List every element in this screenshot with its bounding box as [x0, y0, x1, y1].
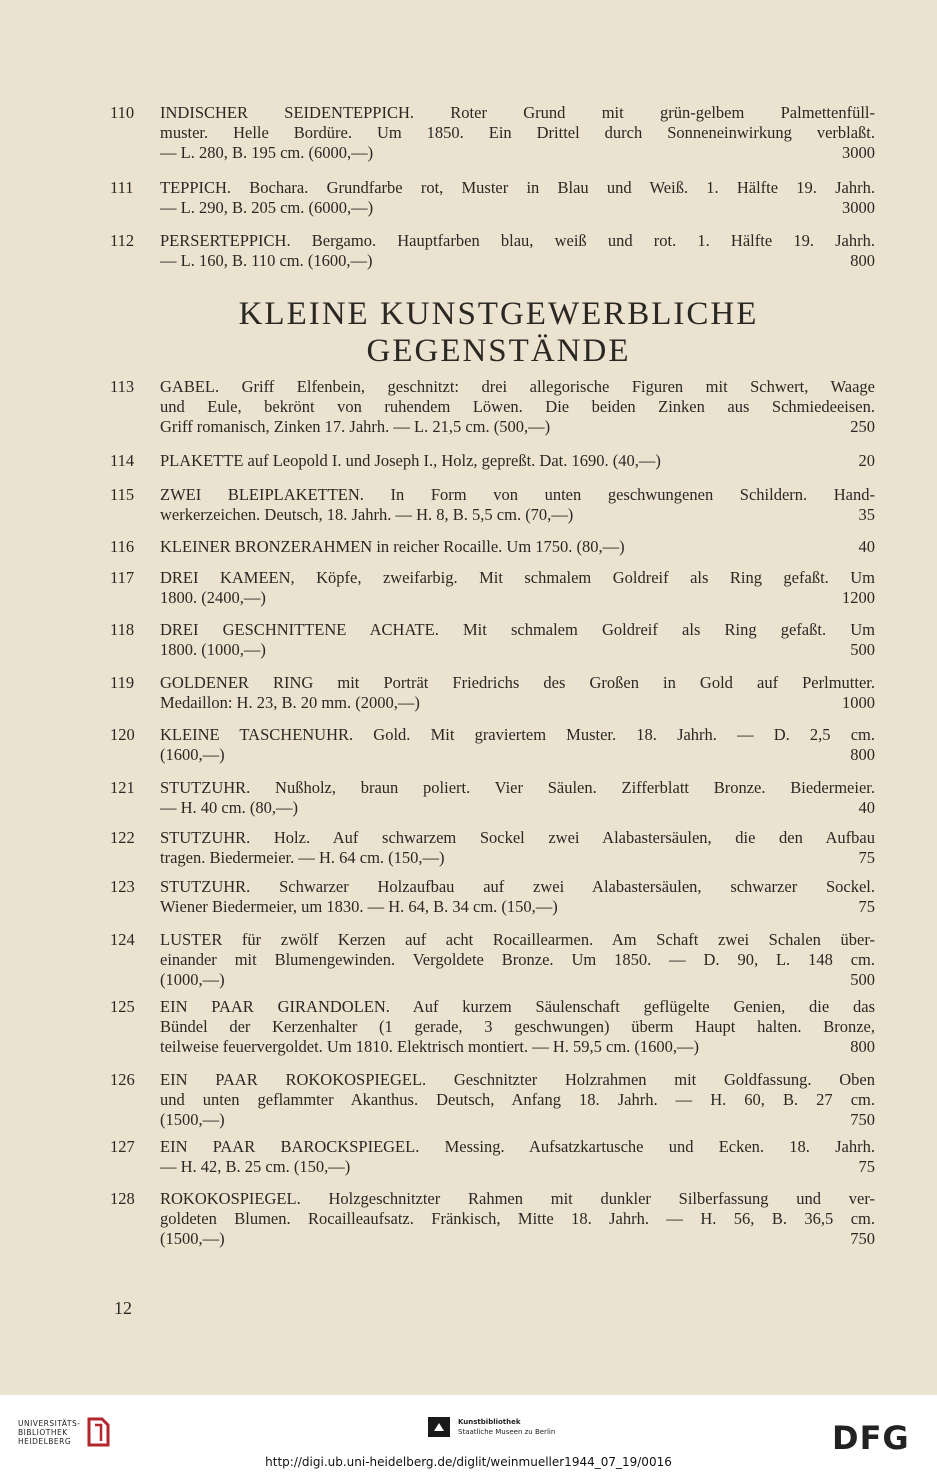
entry-number: 113: [110, 377, 135, 396]
kunstbibliothek-icon: [428, 1417, 450, 1437]
entry-line: — L. 160, B. 110 cm. (1600,—): [160, 250, 373, 270]
entry-last-line: [160, 251, 875, 271]
entry-price: 75: [858, 1156, 875, 1176]
entry-line: (1500,—): [160, 1228, 225, 1248]
entry-description: [160, 178, 875, 218]
entry-line: GOLDENER RING mit Porträt Friedrichs des Großen in Gold auf Perlmutter.: [160, 673, 875, 692]
entry-price: 250: [850, 416, 875, 436]
entry-line: EIN PAAR BAROCKSPIEGEL. Messing. Aufsatzkartusche und Ecken. 18. Jahrh.: [160, 1137, 875, 1156]
page-url[interactable]: http://digi.ub.uni-heidelberg.de/diglit/weinmueller1944_07_19/0016: [265, 1455, 672, 1469]
entry-number: 125: [110, 997, 135, 1016]
entry-number: 120: [110, 725, 135, 744]
entry-line: (1500,—): [160, 1109, 225, 1129]
footer-bar: [0, 1395, 937, 1473]
entry-number: 115: [110, 485, 135, 504]
entry-line: teilweise feuervergoldet. Um 1810. Elektrisch montiert. — H. 59,5 cm. (1600,—): [160, 1036, 700, 1056]
entry-description: [160, 231, 875, 271]
entry-line: INDISCHER SEIDENTEPPICH. Roter Grund mit grün-gelbem Palmettenfüll-: [160, 103, 875, 122]
kunstbibliothek-title: Kunstbibliothek: [458, 1418, 521, 1426]
entry-line: (1000,—): [160, 969, 225, 989]
entry-price: 35: [858, 504, 875, 524]
entry-line: (1600,—): [160, 744, 225, 764]
entry-number: 121: [110, 778, 135, 797]
entry-last-line: [160, 143, 875, 163]
entry-line: werkerzeichen. Deutsch, 18. Jahrh. — H. 8, B. 5,5 cm. (70,—): [160, 504, 574, 524]
entry-number: 116: [110, 537, 135, 556]
entry-line: und unten geflammter Akanthus. Deutsch, Anfang 18. Jahrh. — H. 60, B. 27 cm.: [160, 1089, 875, 1109]
entry-price: 500: [850, 639, 875, 659]
entry-description: [160, 537, 875, 557]
entry-line: TEPPICH. Bochara. Grundfarbe rot, Muster in Blau und Weiß. 1. Hälfte 19. Jahrh.: [160, 178, 875, 197]
entry-price: 3000: [842, 142, 875, 162]
entry-line: Wiener Biedermeier, um 1830. — H. 64, B. 34 cm. (150,—): [160, 896, 558, 916]
entry-line: goldeten Blumen. Rocailleaufsatz. Fränkisch, Mitte 18. Jahrh. — H. 56, B. 36,5 cm.: [160, 1208, 875, 1228]
entry-line: GABEL. Griff Elfenbein, geschnitzt: drei allegorische Figuren mit Schwert, Waage: [160, 377, 875, 396]
entry-number: 112: [110, 231, 135, 250]
entry-price: 800: [850, 1036, 875, 1056]
entry-price: 1200: [842, 587, 875, 607]
entry-number: 119: [110, 673, 135, 692]
entry-last-line: [160, 537, 875, 557]
entry-last-line: [160, 745, 875, 765]
entry-last-line: [160, 798, 875, 818]
entry-last-line: [160, 640, 875, 660]
university-seal-icon: [86, 1415, 112, 1449]
university-library-logo[interactable]: [18, 1415, 112, 1449]
entry-line: Medaillon: H. 23, B. 20 mm. (2000,—): [160, 692, 420, 712]
entry-line: KLEINE TASCHENUHR. Gold. Mit graviertem Muster. 18. Jahrh. — D. 2,5 cm.: [160, 725, 875, 744]
entry-last-line: [160, 588, 875, 608]
university-library-name: UNIVERSITÄTS- BIBLIOTHEK HEIDELBERG: [18, 1418, 81, 1446]
entry-line: EIN PAAR ROKOKOSPIEGEL. Geschnitzter Holzrahmen mit Goldfassung. Oben: [160, 1070, 875, 1089]
section-heading-line-2: GEGENSTÄNDE: [366, 333, 631, 369]
entry-line: ROKOKOSPIEGEL. Holzgeschnitzter Rahmen mit dunkler Silberfassung und ver-: [160, 1189, 875, 1208]
entry-number: 114: [110, 451, 135, 470]
entry-description: [160, 1189, 875, 1248]
entry-price: 75: [858, 896, 875, 916]
entry-line: und Eule, bekrönt von ruhendem Löwen. Die beiden Zinken aus Schmiedeeisen.: [160, 396, 875, 416]
entry-last-line: [160, 848, 875, 868]
entry-last-line: [160, 1157, 875, 1177]
entry-number: 118: [110, 620, 135, 639]
entry-line: ZWEI BLEIPLAKETTEN. In Form von unten geschwungenen Schildern. Hand-: [160, 485, 875, 504]
entry-last-line: [160, 505, 875, 525]
entry-number: 117: [110, 568, 135, 587]
entry-line: KLEINER BRONZERAHMEN in reicher Rocaille. Um 1750. (80,—): [160, 537, 625, 556]
entry-price: 75: [858, 847, 875, 867]
entry-description: [160, 877, 875, 917]
entry-description: [160, 828, 875, 868]
entry-price: 1000: [842, 692, 875, 712]
entry-line: Griff romanisch, Zinken 17. Jahrh. — L. 21,5 cm. (500,—): [160, 416, 551, 436]
kunstbibliothek-subtitle: Staatliche Museen zu Berlin: [458, 1428, 556, 1436]
entry-description: [160, 1070, 875, 1129]
entry-line: STUTZUHR. Nußholz, braun poliert. Vier Säulen. Zifferblatt Bronze. Biedermeier.: [160, 778, 875, 797]
entry-price: 40: [858, 797, 875, 817]
entry-last-line: [160, 1229, 875, 1249]
entry-description: [160, 1137, 875, 1177]
entry-number: 110: [110, 103, 135, 122]
page-number: 12: [114, 1298, 132, 1318]
entry-number: 128: [110, 1189, 135, 1208]
entry-line: PERSERTEPPICH. Bergamo. Hauptfarben blau, weiß und rot. 1. Hälfte 19. Jahrh.: [160, 231, 875, 250]
entry-number: 126: [110, 1070, 135, 1089]
kunstbibliothek-logo[interactable]: [428, 1417, 555, 1437]
dfg-logo[interactable]: DFG: [832, 1419, 910, 1457]
entry-description: [160, 673, 875, 713]
entry-line: einander mit Blumengewinden. Vergoldete Bronze. Um 1850. — D. 90, L. 148 cm.: [160, 949, 875, 969]
entry-description: [160, 377, 875, 436]
entry-price: 800: [850, 744, 875, 764]
entry-line: PLAKETTE auf Leopold I. und Joseph I., Holz, gepreßt. Dat. 1690. (40,—): [160, 451, 661, 470]
entry-line: 1800. (1000,—): [160, 639, 266, 659]
entry-line: EIN PAAR GIRANDOLEN. Auf kurzem Säulenschaft geflügelte Genien, die das: [160, 997, 875, 1016]
entry-number: 123: [110, 877, 135, 896]
entry-description: [160, 930, 875, 989]
entry-last-line: [160, 970, 875, 990]
entry-line: STUTZUHR. Schwarzer Holzaufbau auf zwei Alabastersäulen, schwarzer Sockel.: [160, 877, 875, 896]
entry-description: [160, 485, 875, 525]
entry-line: — H. 40 cm. (80,—): [160, 797, 298, 817]
entry-number: 122: [110, 828, 135, 847]
entry-price: 500: [850, 969, 875, 989]
entry-description: [160, 725, 875, 765]
entry-last-line: [160, 451, 875, 471]
entry-line: Bündel der Kerzenhalter (1 gerade, 3 geschwungen) überm Haupt halten. Bronze,: [160, 1016, 875, 1036]
entry-line: LUSTER für zwölf Kerzen auf acht Rocaillearmen. Am Schaft zwei Schalen über-: [160, 930, 875, 949]
entry-description: [160, 103, 875, 162]
entry-description: [160, 620, 875, 660]
entry-last-line: [160, 1037, 875, 1057]
entry-line: 1800. (2400,—): [160, 587, 266, 607]
entry-line: DREI KAMEEN, Köpfe, zweifarbig. Mit schmalem Goldreif als Ring gefaßt. Um: [160, 568, 875, 587]
entry-last-line: [160, 198, 875, 218]
entry-line: STUTZUHR. Holz. Auf schwarzem Sockel zwei Alabastersäulen, die den Aufbau: [160, 828, 875, 847]
entry-price: 750: [850, 1109, 875, 1129]
entry-line: — H. 42, B. 25 cm. (150,—): [160, 1156, 351, 1176]
entry-last-line: [160, 693, 875, 713]
entry-price: 800: [850, 250, 875, 270]
entry-price: 750: [850, 1228, 875, 1248]
entry-price: 40: [858, 537, 875, 556]
entry-number: 127: [110, 1137, 135, 1156]
entry-line: tragen. Biedermeier. — H. 64 cm. (150,—): [160, 847, 445, 867]
entry-description: [160, 778, 875, 818]
section-heading-line-1: KLEINE KUNSTGEWERBLICHE: [238, 296, 759, 332]
entry-description: [160, 451, 875, 471]
entry-last-line: [160, 1110, 875, 1130]
entry-line: — L. 290, B. 205 cm. (6000,—): [160, 197, 374, 217]
entry-line: DREI GESCHNITTENE ACHATE. Mit schmalem Goldreif als Ring gefaßt. Um: [160, 620, 875, 639]
entry-description: [160, 568, 875, 608]
entry-number: 124: [110, 930, 135, 949]
entry-line: muster. Helle Bordüre. Um 1850. Ein Drittel durch Sonneneinwirkung verblaßt.: [160, 122, 875, 142]
entry-price: 20: [858, 451, 875, 470]
entry-price: 3000: [842, 197, 875, 217]
entry-last-line: [160, 897, 875, 917]
entry-number: 111: [110, 178, 134, 197]
entry-line: — L. 280, B. 195 cm. (6000,—): [160, 142, 374, 162]
entry-description: [160, 997, 875, 1056]
entry-last-line: [160, 417, 875, 437]
